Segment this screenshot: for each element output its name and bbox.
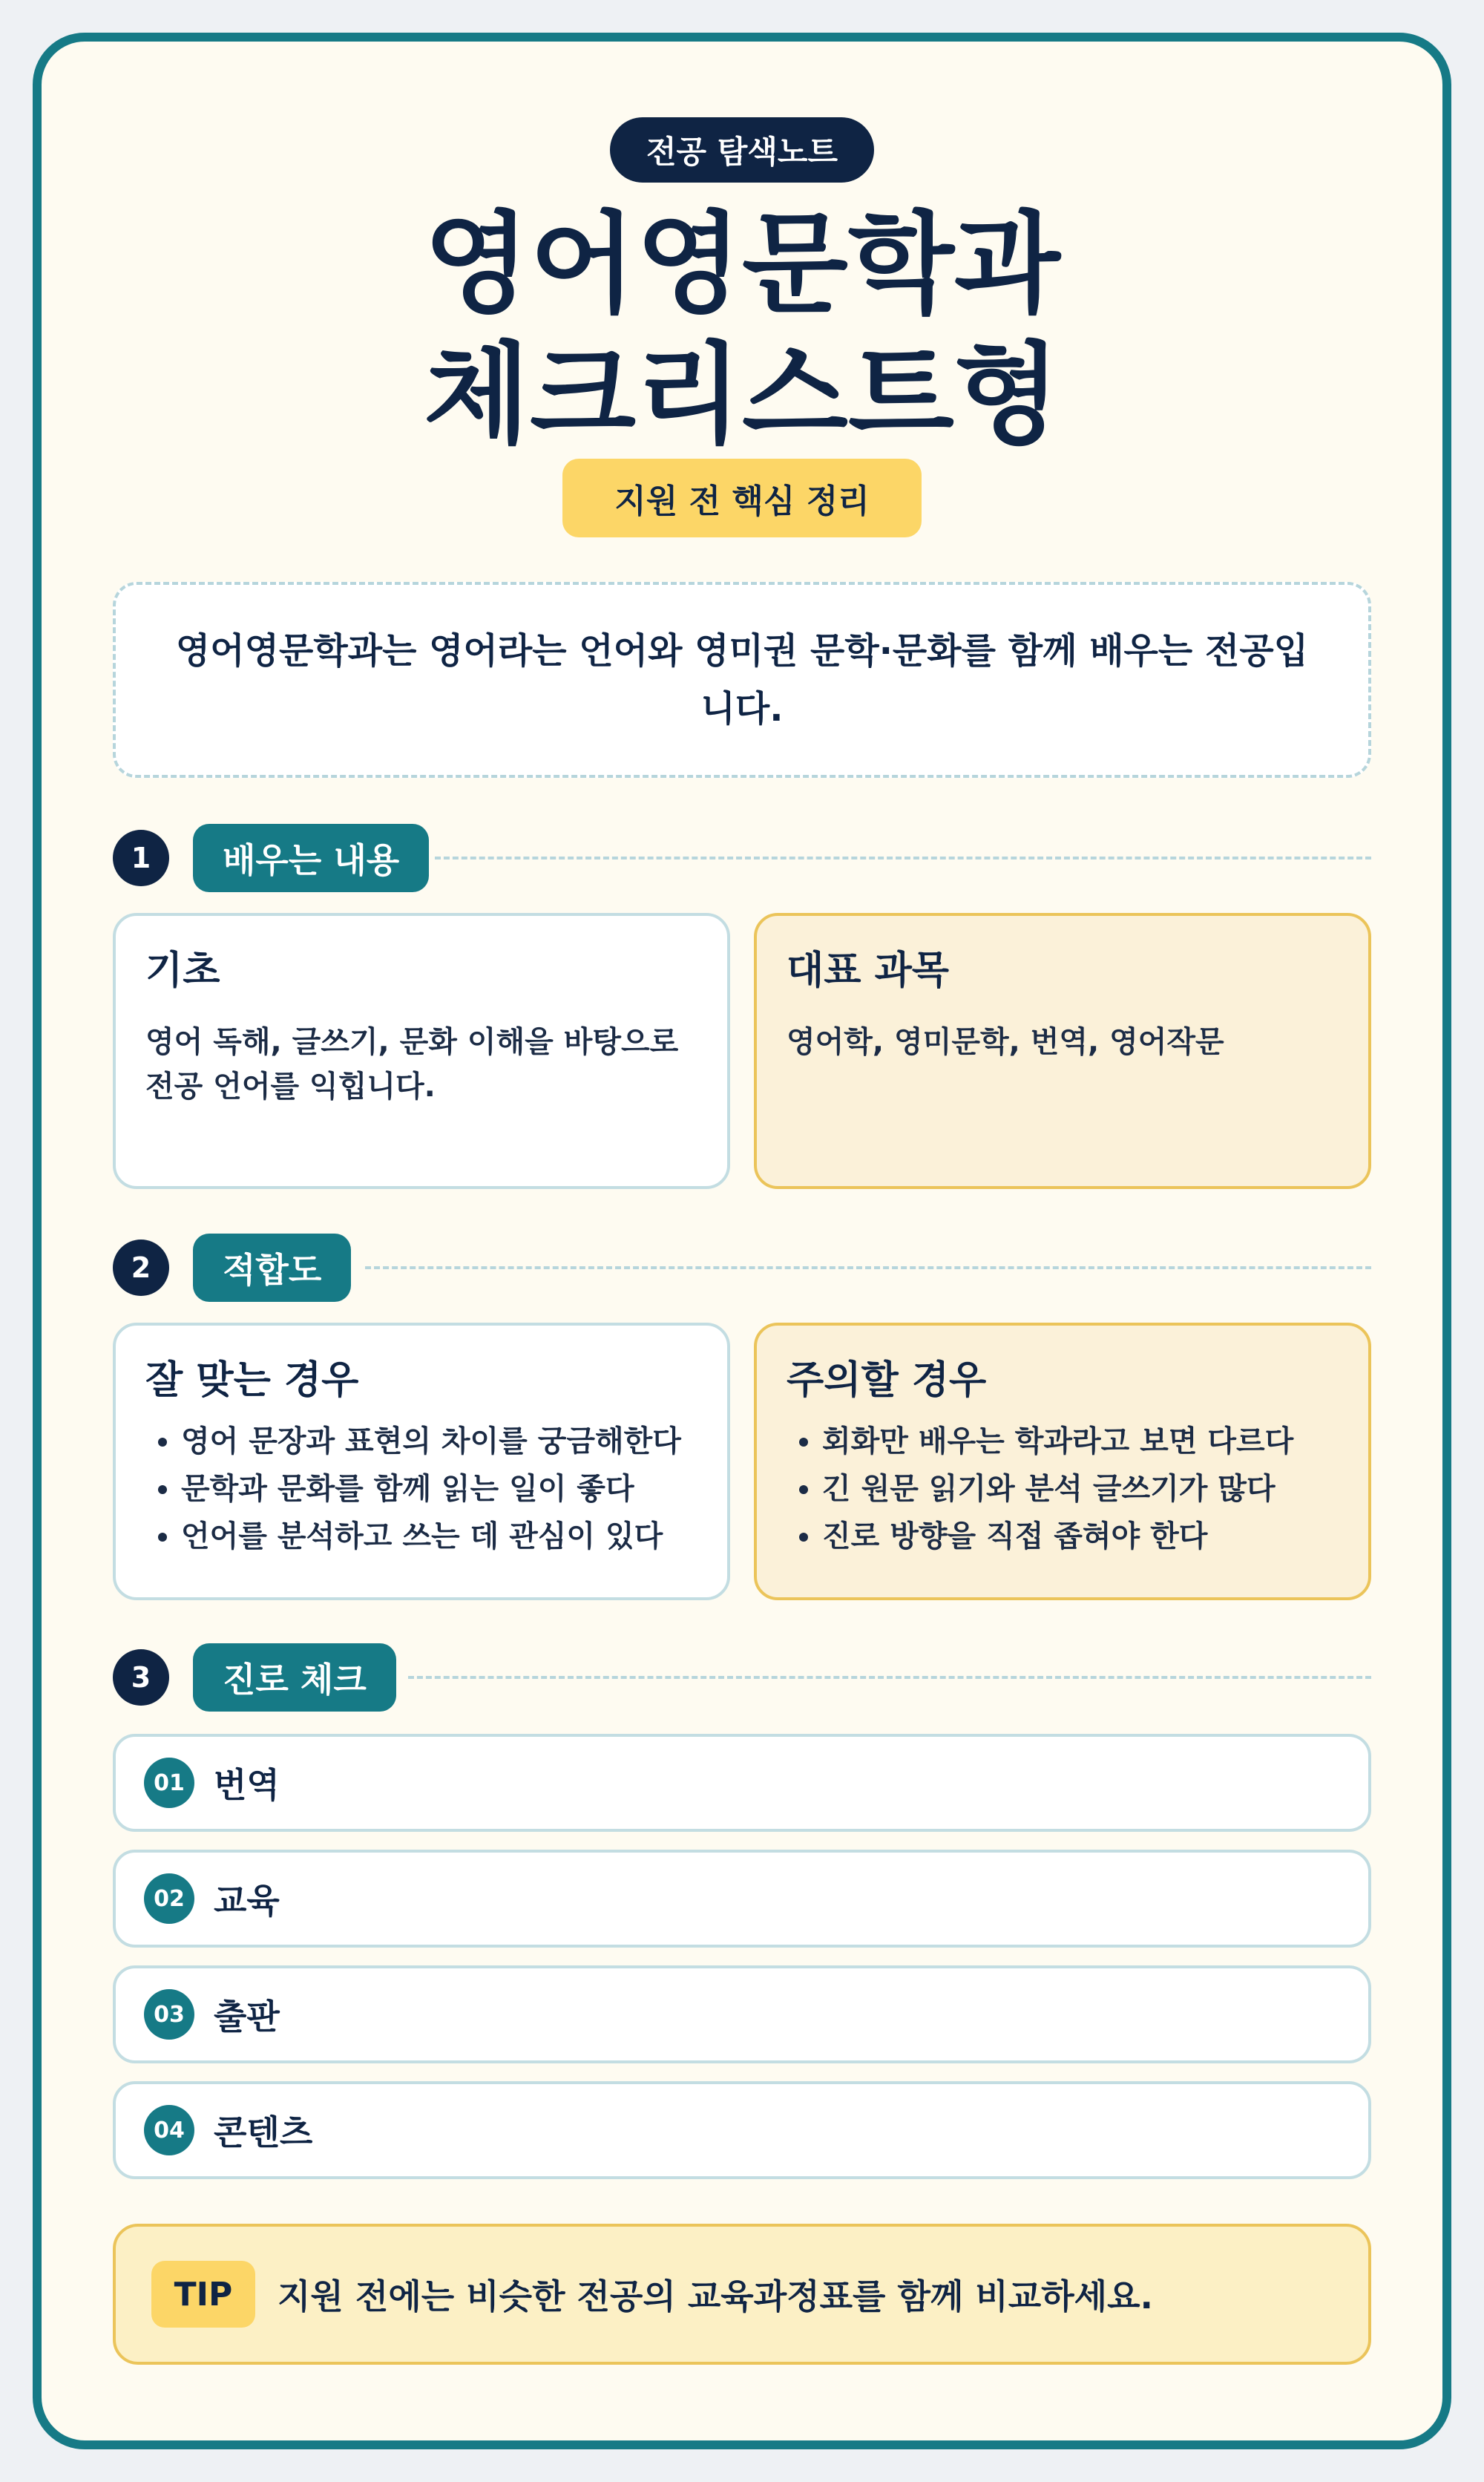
basics-card [113,913,730,1189]
core-courses-text: 영어학, 영미문학, 번역, 영어작문 [787,1025,1224,1059]
tip-text: 지원 전에는 비슷한 전공의 교육과정표를 함께 비교하세요. [278,2276,1154,2316]
section-divider [435,857,1371,859]
core-courses-title: 대표 과목 [787,949,950,993]
section-number: 2 [113,1240,169,1296]
tip-badge: TIP [151,2261,255,2328]
list-item: • 언어를 분석하고 쓰는 데 관심이 있다 [181,1513,697,1560]
subtitle-badge: 지원 전 핵심 정리 [562,459,922,537]
section-header-career [113,1643,1371,1712]
title-line-2: 체크리스트형 [424,331,1060,459]
tip-box [113,2224,1371,2365]
career-item-education [113,1850,1371,1948]
good-fit-list [145,1418,697,1560]
list-item: • 진로 방향을 직접 좁혀야 한다 [822,1513,1339,1560]
list-item: • 영어 문장과 표현의 차이를 궁금해한다 [181,1418,697,1465]
career-item-content [113,2081,1371,2179]
career-number: 02 [144,1873,194,1924]
section-number: 3 [113,1649,169,1706]
career-item-translation [113,1734,1371,1832]
career-number: 03 [144,1989,194,2040]
list-item: • 회화만 배우는 학과라고 보면 다르다 [822,1418,1339,1465]
section-label: 적합도 [193,1234,351,1302]
career-item-publishing [113,1965,1371,2063]
list-item: • 긴 원문 읽기와 분석 글쓰기가 많다 [822,1465,1339,1513]
career-label: 번역 [214,1765,280,1805]
page-title [148,199,1336,460]
section-header-learning [113,824,1371,892]
career-number: 04 [144,2105,194,2155]
category-tag: 전공 탐색노트 [610,117,874,183]
title-line-1: 영어영문학과 [424,200,1060,328]
list-item: • 문학과 문화를 함께 읽는 일이 좋다 [181,1465,697,1513]
caution-list [787,1418,1339,1560]
section-header-fit [113,1234,1371,1302]
career-label: 교육 [214,1881,280,1921]
caution-title: 주의할 경우 [787,1358,987,1403]
section-label: 진로 체크 [193,1643,396,1712]
career-label: 출판 [214,1997,280,2037]
basics-title: 기초 [145,949,220,993]
career-label: 콘텐츠 [214,2112,313,2152]
intro-box [113,582,1371,778]
core-courses-card [754,913,1371,1189]
section-divider [365,1266,1371,1269]
section-number: 1 [113,830,169,886]
good-fit-card [113,1323,730,1600]
good-fit-title: 잘 맞는 경우 [145,1358,359,1403]
intro-text: 영어영문학과는 영어라는 언어와 영미권 문학·문화를 함께 배우는 전공입니다. [175,630,1309,730]
section-divider [408,1676,1371,1679]
basics-text: 영어 독해, 글쓰기, 문화 이해을 바탕으로 전공 언어를 익힙니다. [145,1025,679,1104]
career-number: 01 [144,1758,194,1808]
caution-card [754,1323,1371,1600]
section-label: 배우는 내용 [193,824,429,892]
